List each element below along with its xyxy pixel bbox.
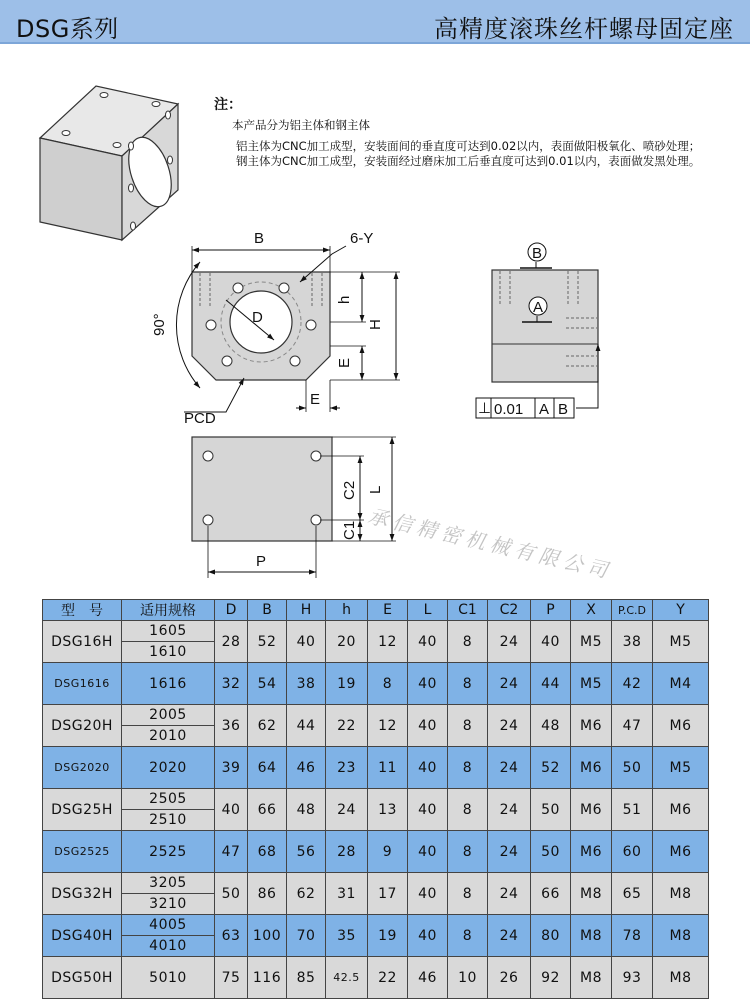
value-cell: M5 xyxy=(571,621,612,663)
side-view xyxy=(476,243,598,418)
tol-datum-a: A xyxy=(539,401,550,418)
notes-block xyxy=(214,94,724,169)
spec-value: 2510 xyxy=(122,809,214,830)
dim-B: B xyxy=(254,230,265,247)
dim-L: L xyxy=(367,485,384,494)
notes-aluminum: 铝主体为CNC加工成型，安装面间的垂直度可达到0.02以内，表面做阳极氧化、喷砂处理； xyxy=(236,139,701,153)
dim-D: D xyxy=(252,309,263,326)
spec-value: 2505 xyxy=(149,791,187,807)
value-cell: M8 xyxy=(653,957,709,999)
value-cell: 78 xyxy=(612,915,653,957)
table-header-row xyxy=(43,600,709,621)
value-cell: M5 xyxy=(653,747,709,789)
value-cell: 62 xyxy=(287,873,326,915)
value-cell: 40 xyxy=(287,621,326,663)
value-cell: 8 xyxy=(448,663,488,705)
value-cell: 66 xyxy=(248,789,287,831)
col-header-E: E xyxy=(368,600,408,621)
value-cell: 28 xyxy=(326,831,368,873)
col-header-C2: C2 xyxy=(488,600,531,621)
table-row xyxy=(43,705,709,747)
model-cell: DSG50H xyxy=(43,957,122,999)
value-cell: 8 xyxy=(368,663,408,705)
value-cell: 40 xyxy=(408,873,448,915)
value-cell: M5 xyxy=(571,663,612,705)
value-cell: M6 xyxy=(571,831,612,873)
value-cell: 24 xyxy=(326,789,368,831)
col-header-C1: C1 xyxy=(448,600,488,621)
value-cell: M8 xyxy=(571,873,612,915)
value-cell: 38 xyxy=(287,663,326,705)
value-cell: 8 xyxy=(448,621,488,663)
col-header-H: H xyxy=(287,600,326,621)
value-cell: M4 xyxy=(653,663,709,705)
model-cell: DSG2020 xyxy=(43,747,122,789)
value-cell: 86 xyxy=(248,873,287,915)
value-cell: 11 xyxy=(368,747,408,789)
watermark: 承信精密机械有限公司 xyxy=(365,503,615,584)
value-cell: 24 xyxy=(488,831,531,873)
value-cell: 8 xyxy=(448,747,488,789)
value-cell: 68 xyxy=(248,831,287,873)
spec-value: 2010 xyxy=(122,725,214,746)
col-header-L: L xyxy=(408,600,448,621)
col-header-P: P xyxy=(531,600,571,621)
table-row xyxy=(43,747,709,789)
value-cell: 23 xyxy=(326,747,368,789)
dim-h: h xyxy=(336,295,353,304)
value-cell: 8 xyxy=(448,705,488,747)
model-cell: DSG32H xyxy=(43,873,122,915)
spec-cell: 2525 xyxy=(122,831,215,873)
value-cell: 50 xyxy=(531,831,571,873)
dim-C1: C1 xyxy=(341,520,358,540)
tol-symbol: ⊥ xyxy=(478,400,492,417)
front-view xyxy=(151,230,400,427)
value-cell: 8 xyxy=(448,831,488,873)
datum-A: A xyxy=(533,299,544,316)
spec-value: 1610 xyxy=(122,641,214,662)
tol-datum-b: B xyxy=(558,401,569,418)
bottom-view xyxy=(192,437,396,578)
value-cell: M5 xyxy=(653,621,709,663)
model-cell: DSG1616 xyxy=(43,663,122,705)
value-cell: 20 xyxy=(326,621,368,663)
col-header-B: B xyxy=(248,600,287,621)
dim-H: H xyxy=(367,319,384,330)
spec-table xyxy=(42,599,709,999)
value-cell: M6 xyxy=(571,747,612,789)
value-cell: 48 xyxy=(531,705,571,747)
value-cell: 40 xyxy=(215,789,248,831)
value-cell: 44 xyxy=(287,705,326,747)
col-header-PCD: P.C.D xyxy=(612,600,653,621)
model-cell: DSG40H xyxy=(43,915,122,957)
value-cell: M6 xyxy=(653,705,709,747)
value-cell: 19 xyxy=(368,915,408,957)
spec-cell xyxy=(122,873,215,915)
dim-E-side: E xyxy=(336,357,353,368)
value-cell: 32 xyxy=(215,663,248,705)
dim-C2: C2 xyxy=(341,480,358,500)
value-cell: 42.5 xyxy=(326,957,368,999)
spec-cell xyxy=(122,915,215,957)
value-cell: 92 xyxy=(531,957,571,999)
table-row xyxy=(43,957,709,999)
datum-B: B xyxy=(532,245,543,262)
value-cell: 38 xyxy=(612,621,653,663)
value-cell: 9 xyxy=(368,831,408,873)
value-cell: 17 xyxy=(368,873,408,915)
value-cell: 93 xyxy=(612,957,653,999)
value-cell: 12 xyxy=(368,621,408,663)
model-cell: DSG16H xyxy=(43,621,122,663)
spec-value: 4005 xyxy=(149,917,187,933)
value-cell: 63 xyxy=(215,915,248,957)
col-header-model: 型 号 xyxy=(43,600,122,621)
value-cell: 52 xyxy=(531,747,571,789)
notes-intro: 本产品分为铝主体和钢主体 xyxy=(232,118,370,132)
value-cell: 50 xyxy=(612,747,653,789)
value-cell: 51 xyxy=(612,789,653,831)
value-cell: M8 xyxy=(653,915,709,957)
value-cell: 31 xyxy=(326,873,368,915)
notes-steel: 钢主体为CNC加工成型，安装面经过磨床加工后垂直度可达到0.01以内，表面做发黑处理。 xyxy=(236,154,701,168)
value-cell: 47 xyxy=(215,831,248,873)
series-title: DSG系列 xyxy=(16,15,119,43)
value-cell: M8 xyxy=(571,915,612,957)
value-cell: 22 xyxy=(368,957,408,999)
value-cell: 26 xyxy=(488,957,531,999)
table-row xyxy=(43,789,709,831)
value-cell: M6 xyxy=(653,831,709,873)
value-cell: 85 xyxy=(287,957,326,999)
value-cell: 60 xyxy=(612,831,653,873)
value-cell: M6 xyxy=(653,789,709,831)
value-cell: 116 xyxy=(248,957,287,999)
value-cell: 10 xyxy=(448,957,488,999)
dim-angle: 90° xyxy=(151,313,168,336)
value-cell: 39 xyxy=(215,747,248,789)
product-title: 高精度滚珠丝杆螺母固定座 xyxy=(434,15,734,43)
value-cell: 50 xyxy=(531,789,571,831)
table-row xyxy=(43,663,709,705)
value-cell: 42 xyxy=(612,663,653,705)
value-cell: 46 xyxy=(287,747,326,789)
value-cell: 40 xyxy=(408,663,448,705)
spec-value: 4010 xyxy=(122,935,214,956)
value-cell: 70 xyxy=(287,915,326,957)
spec-cell xyxy=(122,705,215,747)
table-row xyxy=(43,915,709,957)
value-cell: 22 xyxy=(326,705,368,747)
model-cell: DSG20H xyxy=(43,705,122,747)
value-cell: 28 xyxy=(215,621,248,663)
value-cell: 40 xyxy=(408,831,448,873)
value-cell: 56 xyxy=(287,831,326,873)
col-header-h: h xyxy=(326,600,368,621)
value-cell: 24 xyxy=(488,747,531,789)
table-row xyxy=(43,621,709,663)
value-cell: M6 xyxy=(571,789,612,831)
value-cell: 46 xyxy=(408,957,448,999)
value-cell: 8 xyxy=(448,789,488,831)
value-cell: 65 xyxy=(612,873,653,915)
value-cell: 24 xyxy=(488,705,531,747)
value-cell: 66 xyxy=(531,873,571,915)
value-cell: 44 xyxy=(531,663,571,705)
value-cell: 64 xyxy=(248,747,287,789)
value-cell: 40 xyxy=(408,915,448,957)
value-cell: 75 xyxy=(215,957,248,999)
spec-cell: 1616 xyxy=(122,663,215,705)
value-cell: M8 xyxy=(653,873,709,915)
value-cell: 35 xyxy=(326,915,368,957)
value-cell: 40 xyxy=(408,747,448,789)
value-cell: 100 xyxy=(248,915,287,957)
value-cell: 13 xyxy=(368,789,408,831)
value-cell: 24 xyxy=(488,663,531,705)
spec-cell xyxy=(122,621,215,663)
value-cell: 24 xyxy=(488,789,531,831)
value-cell: 24 xyxy=(488,621,531,663)
model-cell: DSG25H xyxy=(43,789,122,831)
model-cell: DSG2525 xyxy=(43,831,122,873)
spec-cell xyxy=(122,789,215,831)
dim-E-bottom: E xyxy=(310,391,321,408)
value-cell: M8 xyxy=(571,957,612,999)
spec-cell: 5010 xyxy=(122,957,215,999)
col-header-Y: Y xyxy=(653,600,709,621)
value-cell: 19 xyxy=(326,663,368,705)
value-cell: 48 xyxy=(287,789,326,831)
spec-value: 3205 xyxy=(149,875,187,891)
value-cell: 40 xyxy=(408,789,448,831)
value-cell: 40 xyxy=(408,705,448,747)
value-cell: 36 xyxy=(215,705,248,747)
value-cell: 50 xyxy=(215,873,248,915)
value-cell: 8 xyxy=(448,873,488,915)
value-cell: 40 xyxy=(408,621,448,663)
dim-P: P xyxy=(256,553,267,570)
spec-value: 2005 xyxy=(149,707,187,723)
value-cell: 8 xyxy=(448,915,488,957)
value-cell: 40 xyxy=(531,621,571,663)
value-cell: 47 xyxy=(612,705,653,747)
table-row xyxy=(43,873,709,915)
table-row xyxy=(43,831,709,873)
spec-value: 1605 xyxy=(149,623,187,639)
col-header-D: D xyxy=(215,600,248,621)
col-header-X: X xyxy=(571,600,612,621)
value-cell: 24 xyxy=(488,873,531,915)
value-cell: M6 xyxy=(571,705,612,747)
spec-cell: 2020 xyxy=(122,747,215,789)
value-cell: 52 xyxy=(248,621,287,663)
dim-PCD: PCD xyxy=(184,410,216,427)
value-cell: 54 xyxy=(248,663,287,705)
isometric-view xyxy=(40,86,179,240)
label-6-Y: 6-Y xyxy=(350,230,374,247)
tol-value: 0.01 xyxy=(494,401,524,418)
col-header-spec: 适用规格 xyxy=(122,600,215,621)
spec-value: 3210 xyxy=(122,893,214,914)
notes-title: 注： xyxy=(214,97,242,113)
value-cell: 62 xyxy=(248,705,287,747)
value-cell: 80 xyxy=(531,915,571,957)
value-cell: 12 xyxy=(368,705,408,747)
value-cell: 24 xyxy=(488,915,531,957)
